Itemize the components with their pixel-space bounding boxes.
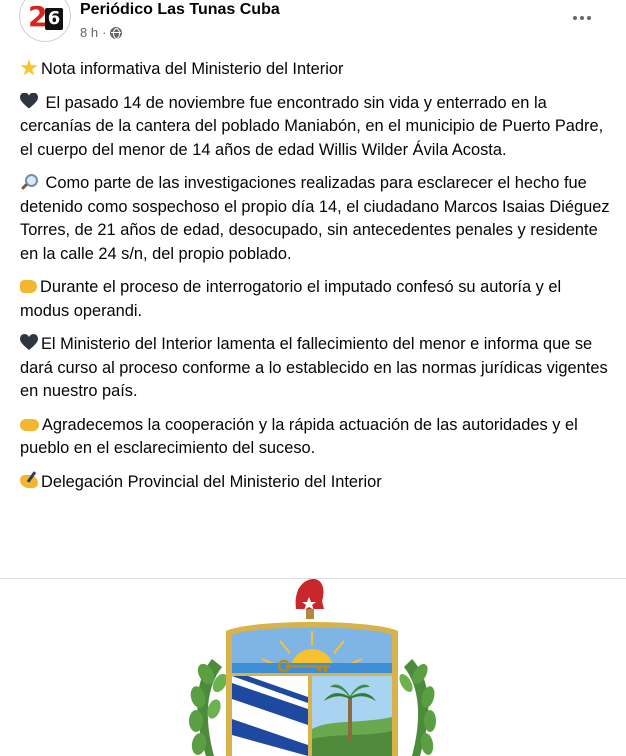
star-icon xyxy=(20,59,38,77)
paragraph-text: Nota informativa del Ministerio del Interior xyxy=(41,60,344,78)
post-header xyxy=(0,0,626,52)
post-paragraph xyxy=(20,414,610,461)
handshake-icon xyxy=(20,419,39,431)
paragraph-text: El Ministerio del Interior lamenta el fallecimiento del menor e informa que se dará curso al proceso conforme a lo establecido en las normas jurídicas vigentes en nuestro país. xyxy=(20,335,608,400)
post-paragraph xyxy=(20,58,610,82)
paragraph-text: Agradecemos la cooperación y la rápida actuación de las autoridades y el pueblo en el esclarecimiento del suceso. xyxy=(20,415,578,457)
post-image[interactable] xyxy=(0,579,626,756)
magnifier-icon xyxy=(20,173,38,191)
dot-icon xyxy=(587,16,591,20)
post-meta xyxy=(80,25,122,41)
page-name-link[interactable]: Periódico Las Tunas Cuba xyxy=(80,1,280,18)
writing-hand-icon xyxy=(20,475,38,488)
dot-icon xyxy=(580,16,584,20)
paragraph-text: Como parte de las investigaciones realizadas para esclarecer el hecho fue detenido como sospechoso el propio día 14, el ciudadano Marcos Isaias Diéguez Torres, de 21 años de edad, desocupado, sin antecedentes penales y residente en la calle 24 s/n, del propio poblado. xyxy=(20,174,610,263)
page-avatar[interactable] xyxy=(19,0,71,42)
post-time-link[interactable]: 8 h xyxy=(80,25,99,40)
paragraph-text: El pasado 14 de noviembre fue encontrado sin vida y enterrado en la cercanías de la cantera del poblado Maniabón, en el municipio de Puerto Padre, el cuerpo del menor de 14 años de edad Willis Wilder Ávila Acosta. xyxy=(20,93,604,159)
post-text xyxy=(20,58,610,504)
avatar-logo: 2 6 xyxy=(24,0,66,37)
more-options-button[interactable] xyxy=(566,6,598,30)
post-paragraph xyxy=(20,276,610,323)
coat-of-arms-image xyxy=(0,579,626,756)
dot-icon xyxy=(573,16,577,20)
post-paragraph xyxy=(20,172,610,266)
post-paragraph xyxy=(20,333,610,404)
black-heart-icon xyxy=(20,334,38,352)
pointing-hand-icon xyxy=(20,280,37,293)
paragraph-text: Delegación Provincial del Ministerio del Interior xyxy=(41,472,382,491)
black-heart-icon xyxy=(20,93,38,111)
globe-icon[interactable] xyxy=(110,27,122,39)
meta-separator: · xyxy=(102,25,107,40)
post-paragraph xyxy=(20,92,610,163)
paragraph-text: Durante el proceso de interrogatorio el imputado confesó su autoría y el modus operandi. xyxy=(20,278,562,320)
post-paragraph xyxy=(20,471,610,495)
